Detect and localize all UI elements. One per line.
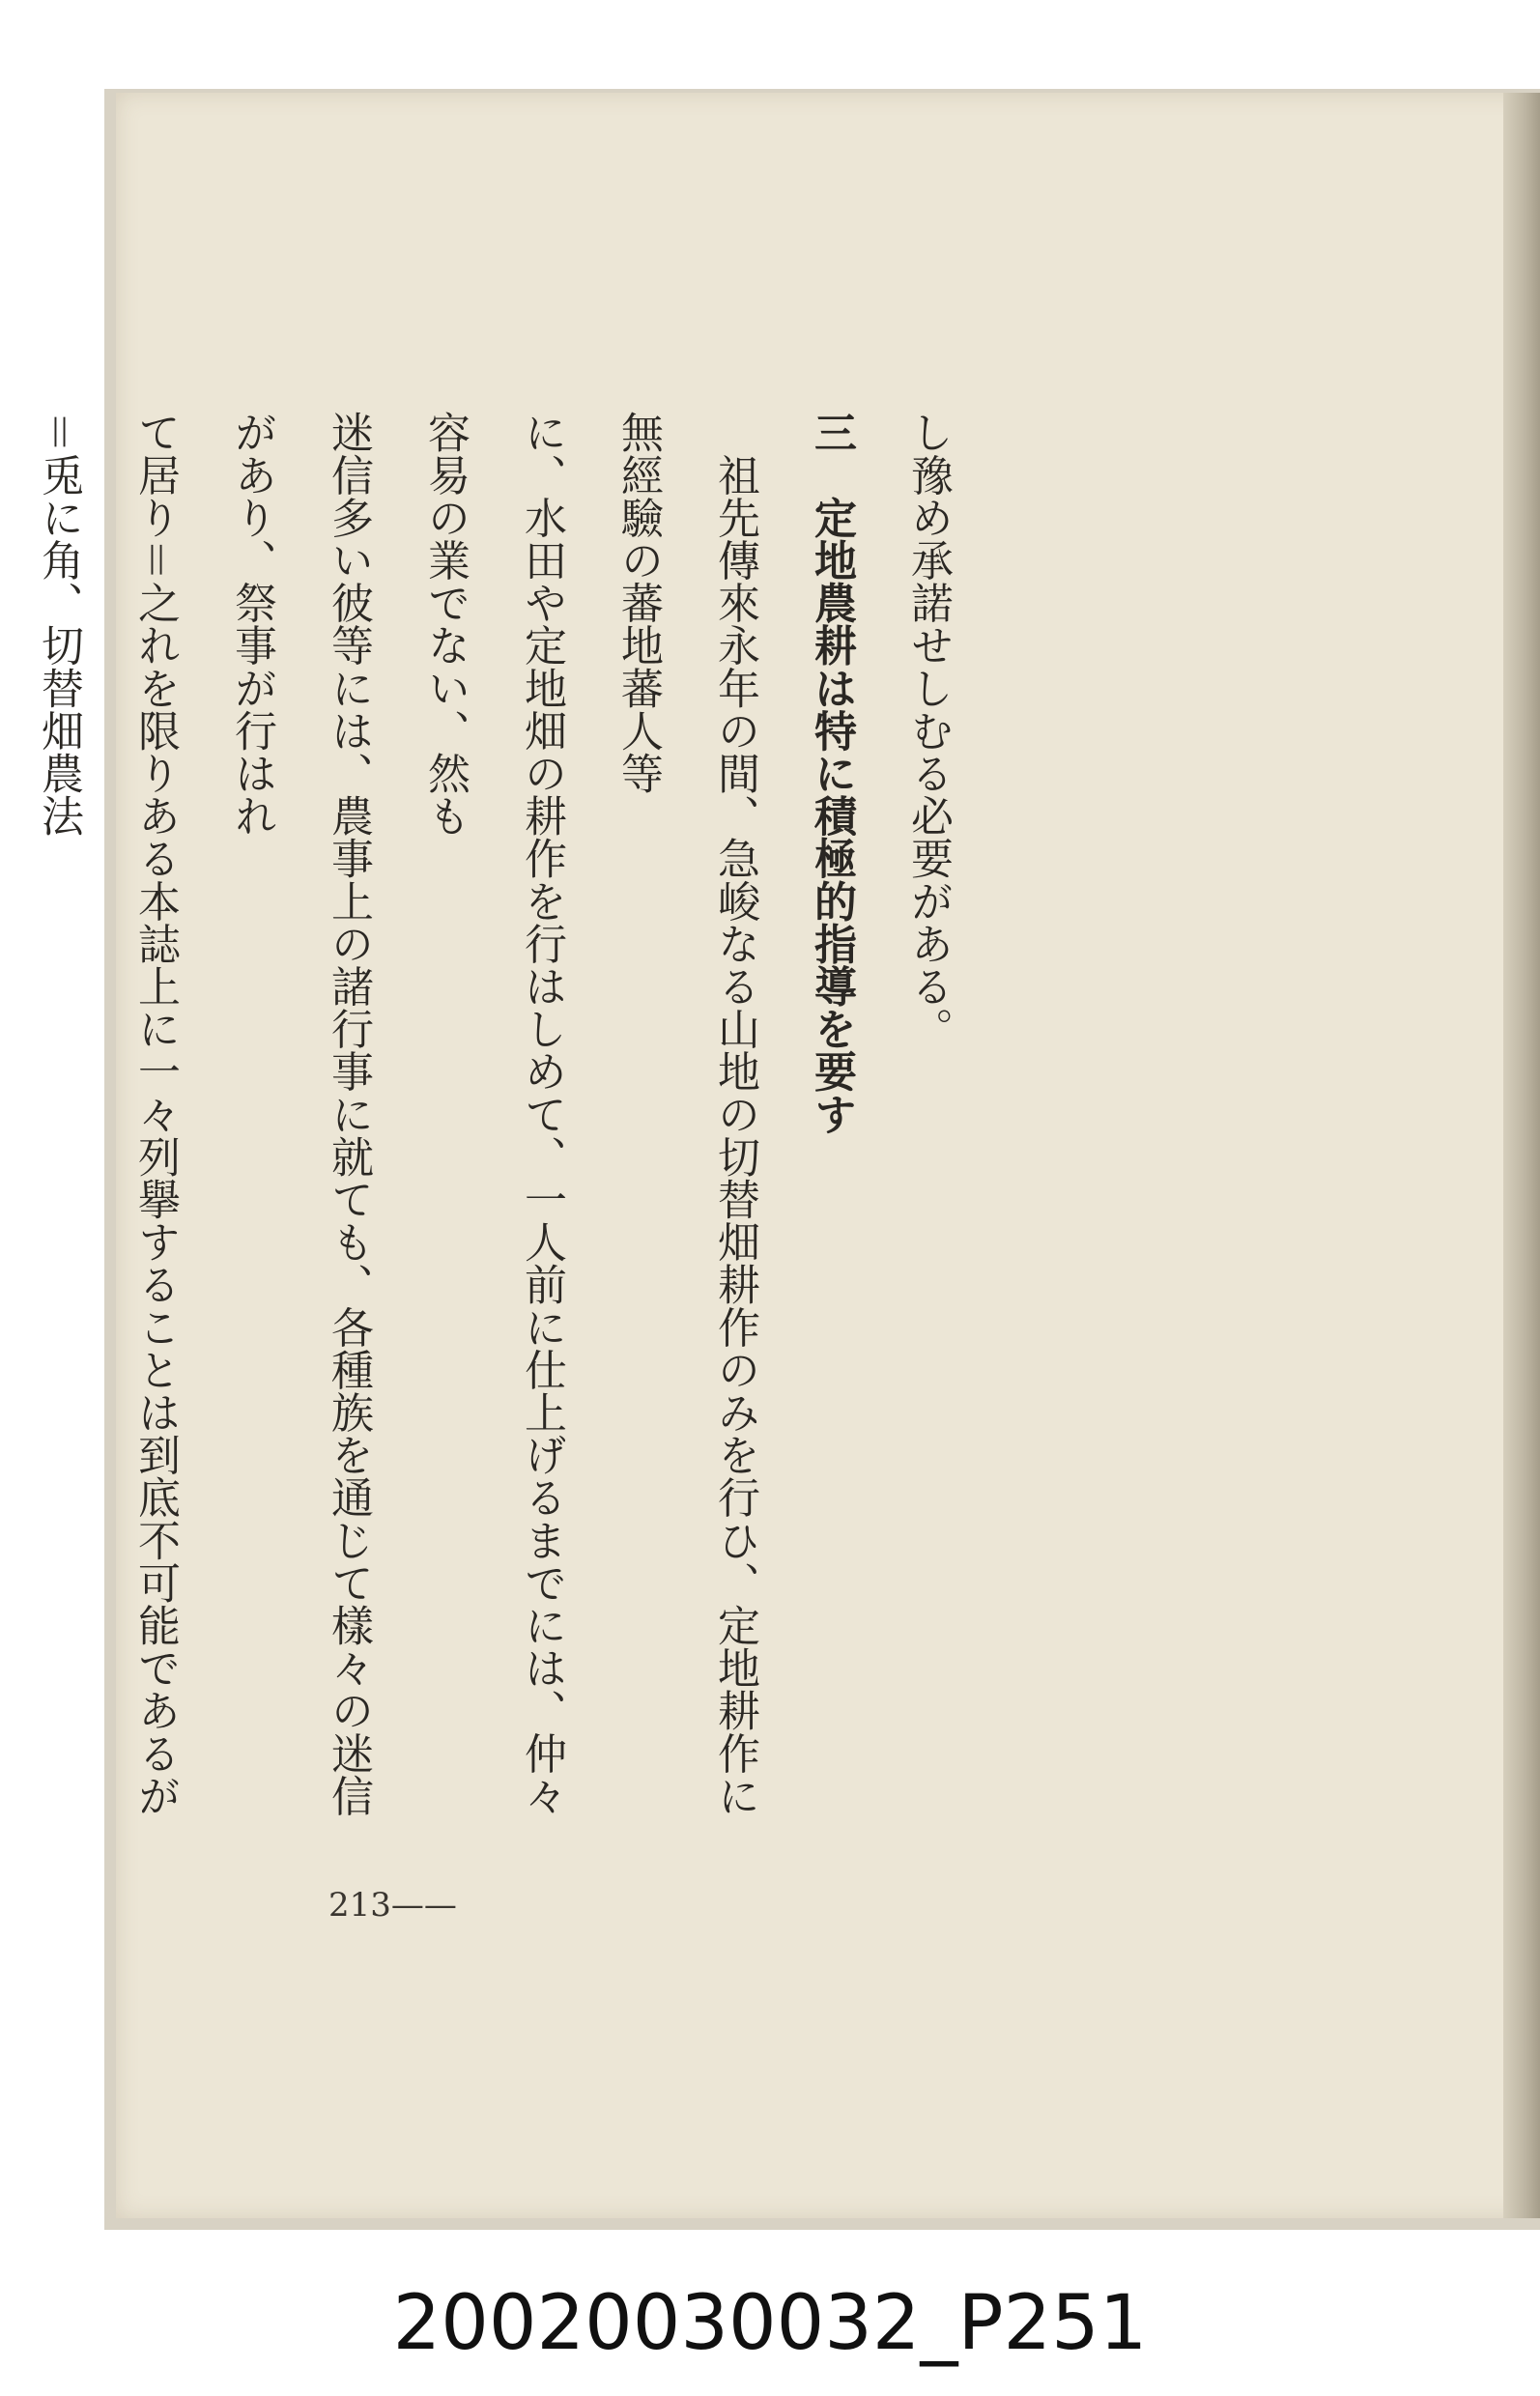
text-line: 迷信多い彼等には、農事上の諸行事に就ても、各種族を通じて樣々の迷信があり、祭事が行はれ — [227, 411, 373, 1817]
page-binding-edge — [1503, 93, 1540, 2218]
vertical-text-body — [34, 411, 976, 1831]
page-number: 213—— — [328, 1886, 457, 1925]
image-id-caption: 20020030032_P251 — [392, 2280, 1148, 2367]
text-line — [0, 411, 10, 1831]
text-line: し豫め承諾せしむる必要がある。 — [903, 411, 953, 1050]
text-line: 祖先傳來永年の間、急峻なる山地の切替畑耕作のみを行ひ、定地耕作に無經驗の蕃地蕃人等 — [613, 411, 759, 1817]
text-line: て居り＝之れを限りある本誌上に一々列擧することは到底不可能であるが＝兎に角、切替畑農法 — [34, 411, 180, 1817]
section-heading: 三 定地農耕は特に積極的指導を要す — [807, 411, 856, 1135]
text-line: に、水田や定地畑の耕作を行はしめて、一人前に仕上げるまでには、仲々容易の業でない、然も — [420, 411, 566, 1817]
